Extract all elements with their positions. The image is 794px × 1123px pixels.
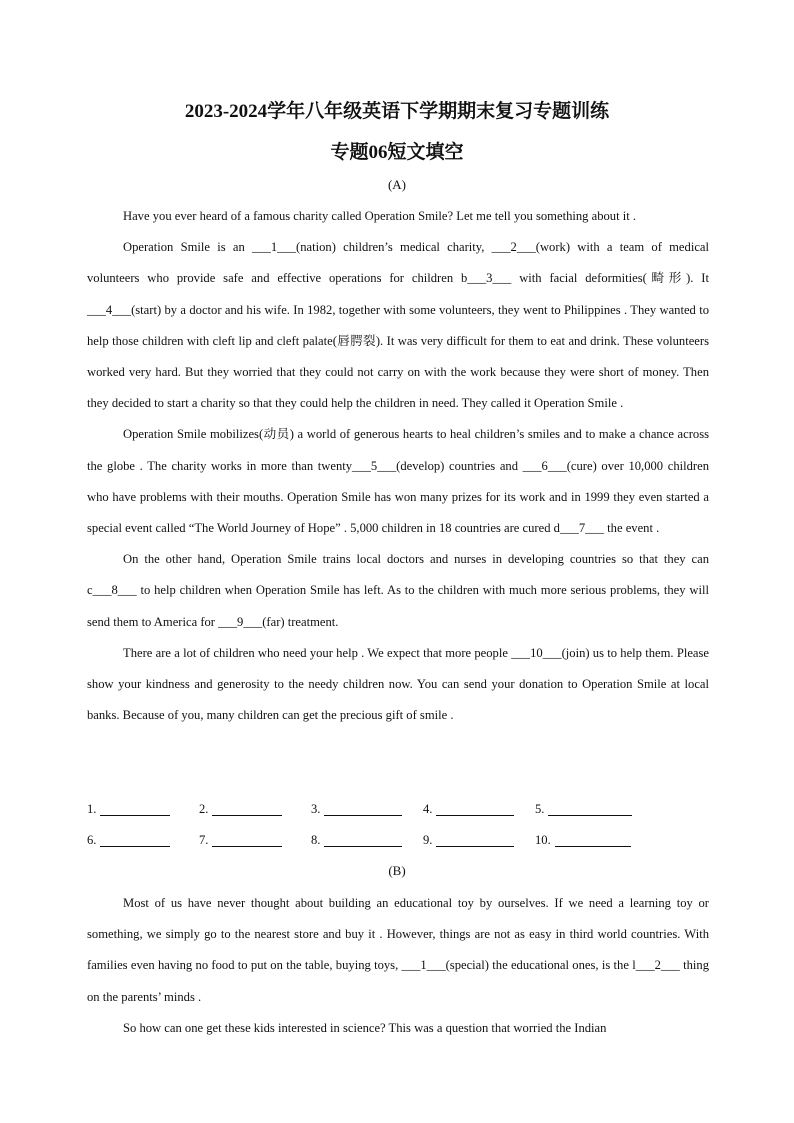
paragraph: There are a lot of children who need your help . We expect that more people ___10___(join) us to help them. Please show your kindness and generosity to the needy children now. You can send your donation to Operation Smile at local banks. Because of you, many children can get the precious gift of smile . — [87, 645, 709, 723]
answer-number: 9. — [423, 833, 433, 848]
answer-number: 4. — [423, 802, 433, 817]
document-title: 2023-2024学年八年级英语下学期期末复习专题训练 — [184, 101, 610, 122]
answer-blank[interactable] — [555, 834, 631, 847]
answer-blank[interactable] — [100, 803, 170, 816]
paragraph: Operation Smile is an ___1___(nation) children’s medical charity, ___2___(work) with a team of medical volunteers who provide safe and effective operations for children b___3___ with facial deformities(畸形). It ___4___(start) by a doctor and his wife. In 1982, together with some volunteers, they went to Philippines . They wanted to help those children with cleft lip and cleft palate(唇腭裂). It was very difficult for them to eat and drink. These volunteers worked very hard. But they worried that they could not carry on with the work because they were short of money. Then they decided to start a charity so that they could help the children in need. They called it Operation Smile . — [87, 240, 709, 411]
paragraph: Most of us have never thought about building an educational toy by ourselves. If we need a learning toy or something, we simply go to the nearest store and buy it . However, things are not as easy in third world countries. With families even having no food to put on the table, buying toys, ___1___(special) the educational ones, is the l___2___ thing on the parents’ minds . — [87, 896, 709, 1004]
answer-item — [199, 833, 311, 848]
answer-number: 5. — [535, 802, 545, 817]
answer-blank[interactable] — [324, 803, 402, 816]
answer-blank[interactable] — [324, 834, 402, 847]
answer-item — [423, 833, 535, 848]
answer-number: 6. — [87, 833, 97, 848]
answer-number: 1. — [87, 802, 97, 817]
answer-item — [87, 833, 199, 848]
answer-item — [87, 802, 199, 817]
answer-item — [423, 802, 535, 817]
answer-blank[interactable] — [436, 834, 514, 847]
answer-row — [87, 825, 709, 856]
paragraph: So how can one get these kids interested in science? This was a question that worried the Indian — [123, 1020, 607, 1035]
answer-row — [87, 794, 709, 825]
answer-number: 2. — [199, 802, 209, 817]
answer-item — [311, 802, 423, 817]
section-a-passage — [87, 201, 709, 731]
answer-number: 7. — [199, 833, 209, 848]
document-subtitle: 专题06短文填空 — [330, 142, 464, 163]
answer-blank[interactable] — [212, 834, 282, 847]
answer-number: 8. — [311, 833, 321, 848]
answer-number: 10. — [535, 833, 551, 848]
answer-item — [535, 802, 655, 817]
section-b-passage — [87, 888, 709, 1044]
paragraph: On the other hand, Operation Smile trains local doctors and nurses in developing countries so that they can c___8___ to help children when Operation Smile has left. As to the children with much more serious problems, they will send them to America for ___9___(far) treatment. — [87, 552, 709, 629]
answer-blank[interactable] — [548, 803, 632, 816]
answer-blank[interactable] — [436, 803, 514, 816]
paragraph: Operation Smile mobilizes(动员) a world of generous hearts to heal children’s smiles and to make a chance across the globe . The charity works in more than twenty___5___(develop) countries and ___6___(cure) over 10,000 children who have problems with their mouths. Operation Smile has won many prizes for its work and in 1999 they even started a special event called “The World Journey of Hope” . 5,000 children in 18 countries are cured d___7___ the event . — [87, 427, 709, 536]
section-b-label: (B) — [388, 863, 406, 878]
answer-blank[interactable] — [212, 803, 282, 816]
answer-item — [311, 833, 423, 848]
answer-blanks — [87, 794, 709, 856]
answer-item — [535, 833, 655, 848]
paragraph: Have you ever heard of a famous charity called Operation Smile? Let me tell you something about it . — [123, 209, 637, 223]
answer-blank[interactable] — [100, 834, 170, 847]
answer-item — [199, 802, 311, 817]
answer-number: 3. — [311, 802, 321, 817]
section-a-label: (A) — [387, 177, 407, 192]
